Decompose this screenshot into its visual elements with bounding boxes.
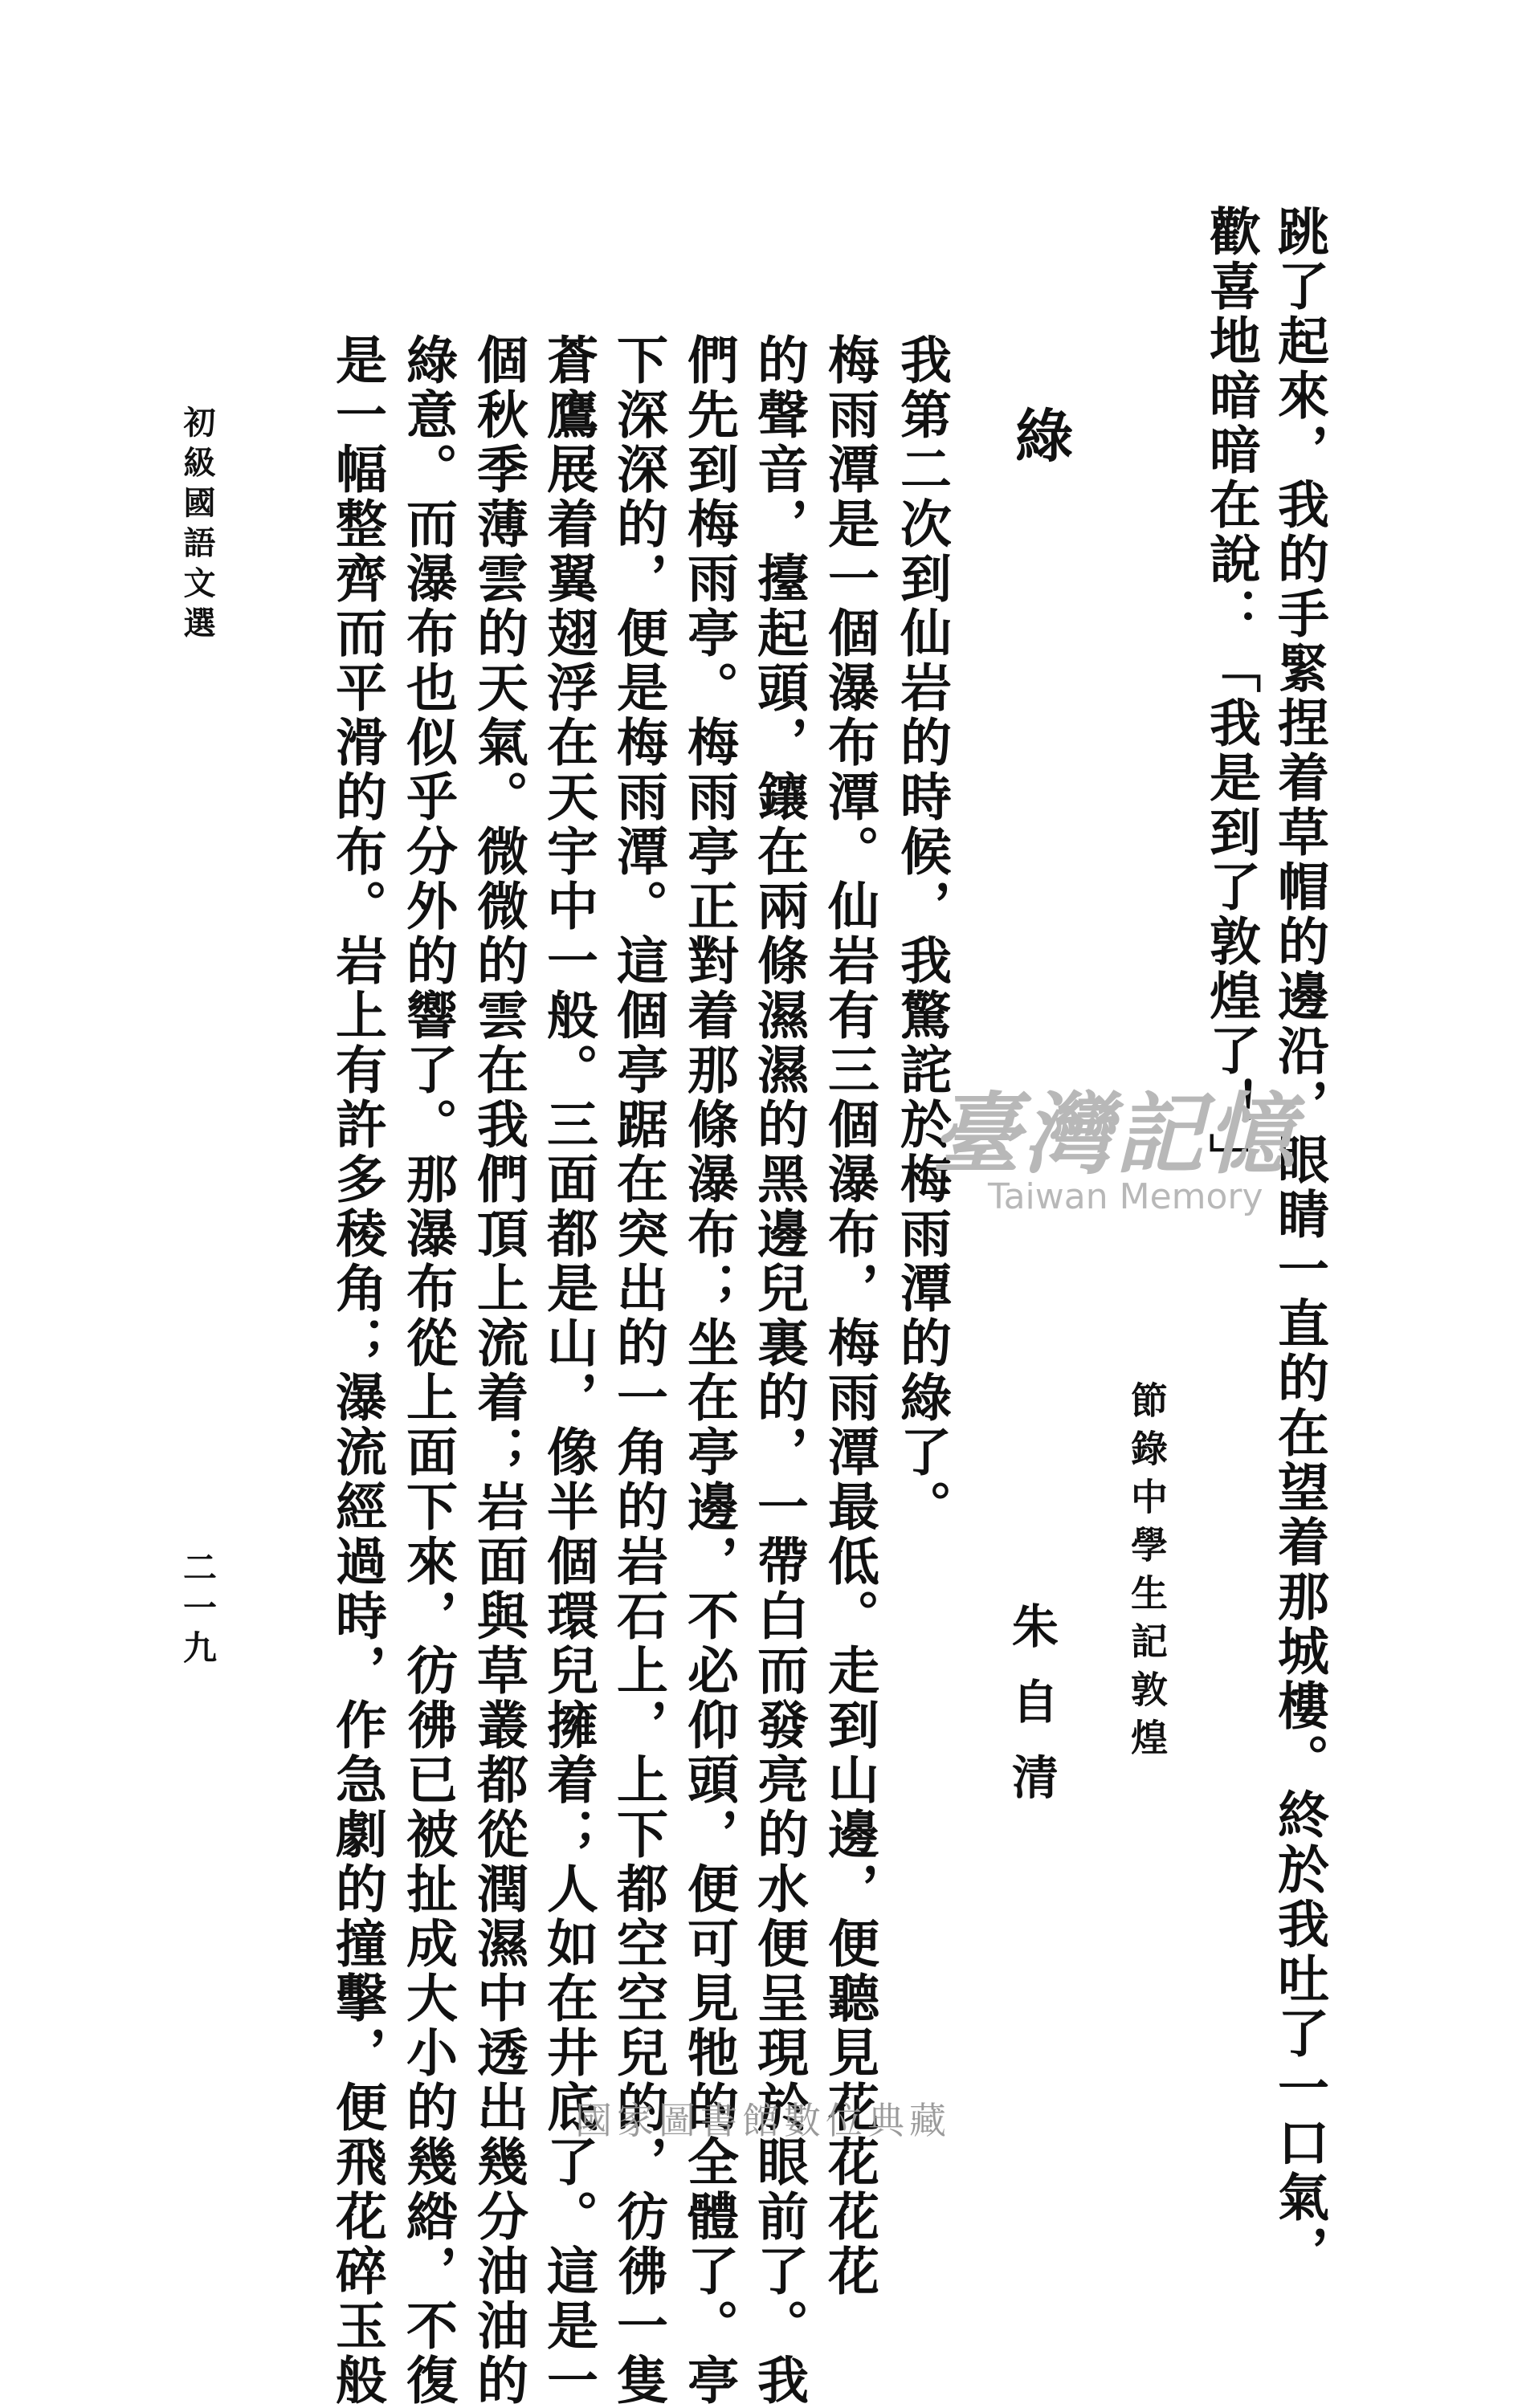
author-name: 朱自清 [1004, 1602, 1059, 1828]
source-note: 節錄中學生記敦煌 [1125, 1381, 1169, 1766]
body-line-7: 個秋季薄雲的天氣。微微的雲在我們頂上流着；岩面與草叢都從潤濕中透出幾分油油的 [468, 333, 528, 2408]
continuation-line-2: 歡喜地暗暗在說：「我是到了敦煌了！」 [1201, 205, 1261, 1188]
book-title-footer: 初級國語文選 [178, 405, 216, 646]
watermark-english: Taiwan Memory [988, 1176, 1263, 1217]
body-line-2: 梅雨潭是一個瀑布潭。仙岩有三個瀑布，梅雨潭最低。走到山邊，便聽見花花花花 [819, 333, 879, 2299]
continuation-line-1: 跳了起來，我的手緊捏着草帽的邊沿，眼睛一直的在望着那城樓。終於我吐了一口氣， [1269, 205, 1329, 2280]
page-number: 二一九 [178, 1550, 218, 1670]
body-line-8: 綠意。而瀑布也似乎分外的響了。那瀑布從上面下來，彷彿已被扯成大小的幾綹，不復 [398, 333, 458, 2408]
body-line-3: 的聲音，擡起頭，鑲在兩條濕濕的黑邊兒裏的，一帶白而發亮的水便呈現於眼前了。我 [749, 333, 809, 2408]
body-line-5: 下深深的，便是梅雨潭。這個亭踞在突出的一角的岩石上，上下都空空兒的，彷彿一隻 [608, 333, 668, 2408]
body-line-9: 是一幅整齊而平滑的布。岩上有許多稜角；瀑流經過時，作急劇的撞擊，便飛花碎玉般 [327, 333, 387, 2408]
taiwan-memory-watermark [932, 1064, 1298, 1249]
essay-title: 綠 [1006, 405, 1074, 467]
body-line-4: 們先到梅雨亭。梅雨亭正對着那條瀑布；坐在亭邊，不必仰頭，便可見牠的全體了。亭 [679, 333, 739, 2408]
body-line-6: 蒼鷹展着翼翅浮在天宇中一般。三面都是山，像半個環兒擁着；人如在井底了。這是一 [538, 333, 598, 2408]
watermark-chinese: 臺灣記憶 [932, 1082, 1298, 1186]
body-line-1: 我第二次到仙岩的時候，我驚詫於梅雨潭的綠了。 [892, 333, 952, 1534]
archive-label: 國家圖書館數位典藏 [575, 2099, 951, 2142]
